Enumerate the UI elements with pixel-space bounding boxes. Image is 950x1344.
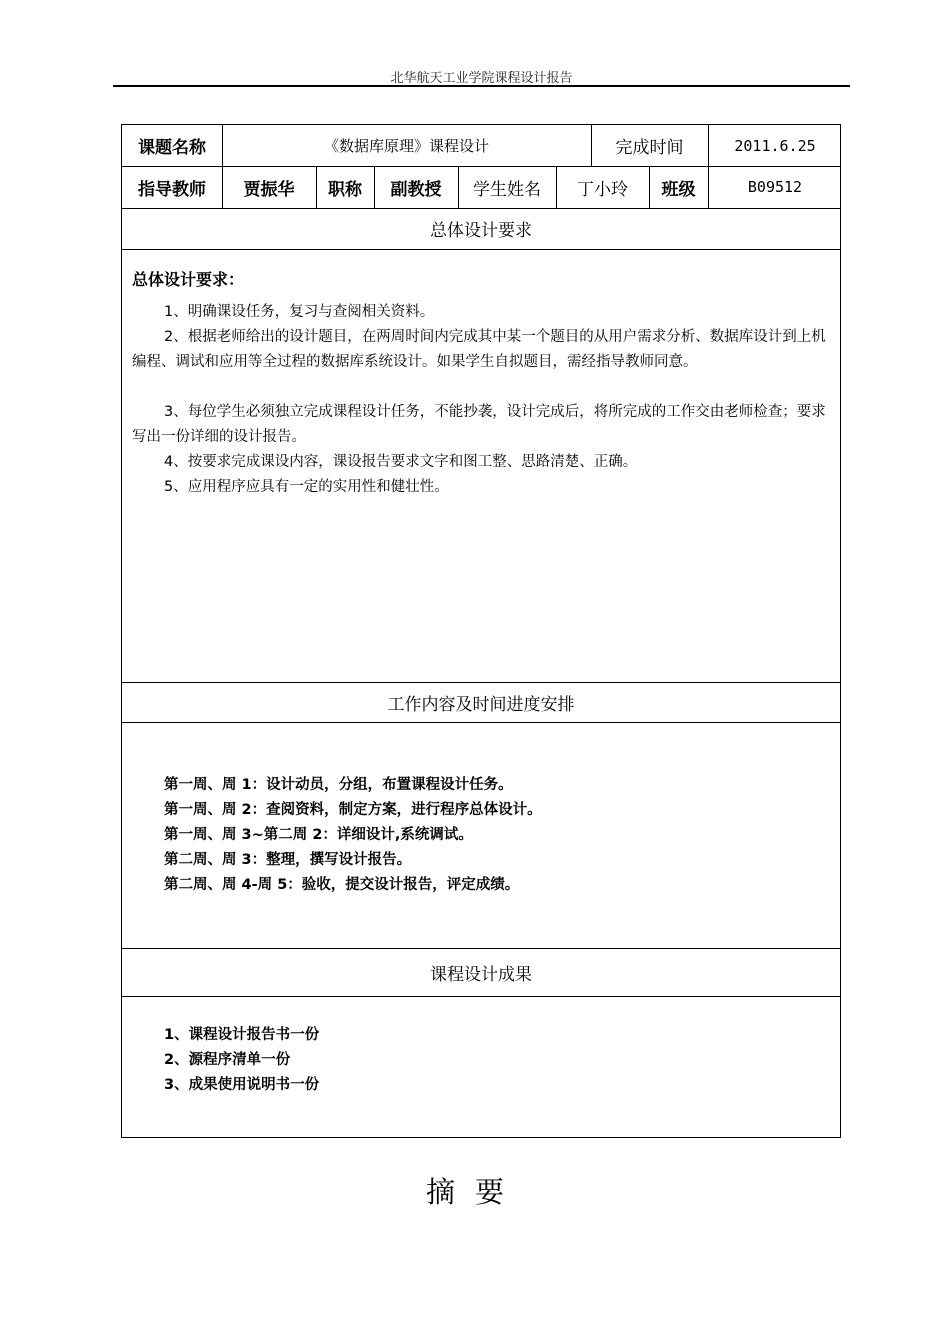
row-divider: [122, 722, 840, 723]
result-item: 2、源程序清单一份: [164, 1052, 291, 1068]
row-divider: [122, 249, 840, 250]
schedule-item: 第一周、周 3~第二周 2：详细设计,系统调试。: [164, 827, 473, 843]
class-label: 班级: [661, 179, 696, 200]
requirement-item: 3、每位学生必须独立完成课程设计任务，不能抄袭，设计完成后，将所完成的工作交由老师检查；要求写出一份详细的设计报告。: [132, 404, 826, 445]
job-title-label: 职称: [328, 179, 362, 200]
page-header: 北华航天工业学院课程设计报告: [113, 67, 850, 87]
result-item: 1、课程设计报告书一份: [164, 1027, 320, 1043]
schedule-section-title: 工作内容及时间进度安排: [387, 694, 575, 715]
finish-time-value: 2011.6.25: [734, 136, 816, 155]
job-title-value: 副教授: [390, 179, 442, 200]
student-value: 丁小玲: [577, 179, 628, 200]
course-name-value: 《数据库原理》课程设计: [323, 137, 489, 155]
result-item: 3、成果使用说明书一份: [164, 1077, 320, 1093]
finish-time-label: 完成时间: [615, 138, 684, 158]
schedule-item: 第一周、周 1：设计动员，分组，布置课程设计任务。: [164, 777, 513, 793]
course-name-label: 课题名称: [138, 138, 206, 158]
schedule-item: 第二周、周 3：整理，撰写设计报告。: [164, 852, 412, 868]
class-value: B09512: [747, 178, 803, 196]
requirements-heading: 总体设计要求：: [132, 270, 245, 289]
student-label: 学生姓名: [473, 179, 541, 200]
requirement-item: 2、根据老师给出的设计题目，在两周时间内完成其中某一个题目的从用户需求分析、数据库设计到上机编程、调试和应用等全过程的数据库系统设计。如果学生自拟题目，需经指导教师同意。: [132, 329, 826, 370]
requirements-section-title: 总体设计要求: [430, 221, 532, 241]
row-divider: [122, 996, 840, 997]
abstract-title: 摘要: [425, 1175, 524, 1209]
requirement-item: 5、应用程序应具有一定的实用性和健壮性。: [164, 479, 449, 495]
schedule-item: 第二周、周 4-周 5：验收，提交设计报告，评定成绩。: [164, 877, 520, 893]
course-design-form: [121, 124, 841, 1138]
teacher-value: 贾振华: [243, 179, 295, 200]
teacher-label: 指导教师: [138, 179, 206, 200]
requirement-item: 1、明确课设任务，复习与查阅相关资料。: [164, 304, 435, 320]
requirement-item: 4、按要求完成课设内容，课设报告要求文字和图工整、思路清楚、正确。: [164, 454, 638, 470]
results-section-title: 课程设计成果: [430, 964, 532, 985]
schedule-item: 第一周、周 2：查阅资料，制定方案，进行程序总体设计。: [164, 802, 542, 818]
